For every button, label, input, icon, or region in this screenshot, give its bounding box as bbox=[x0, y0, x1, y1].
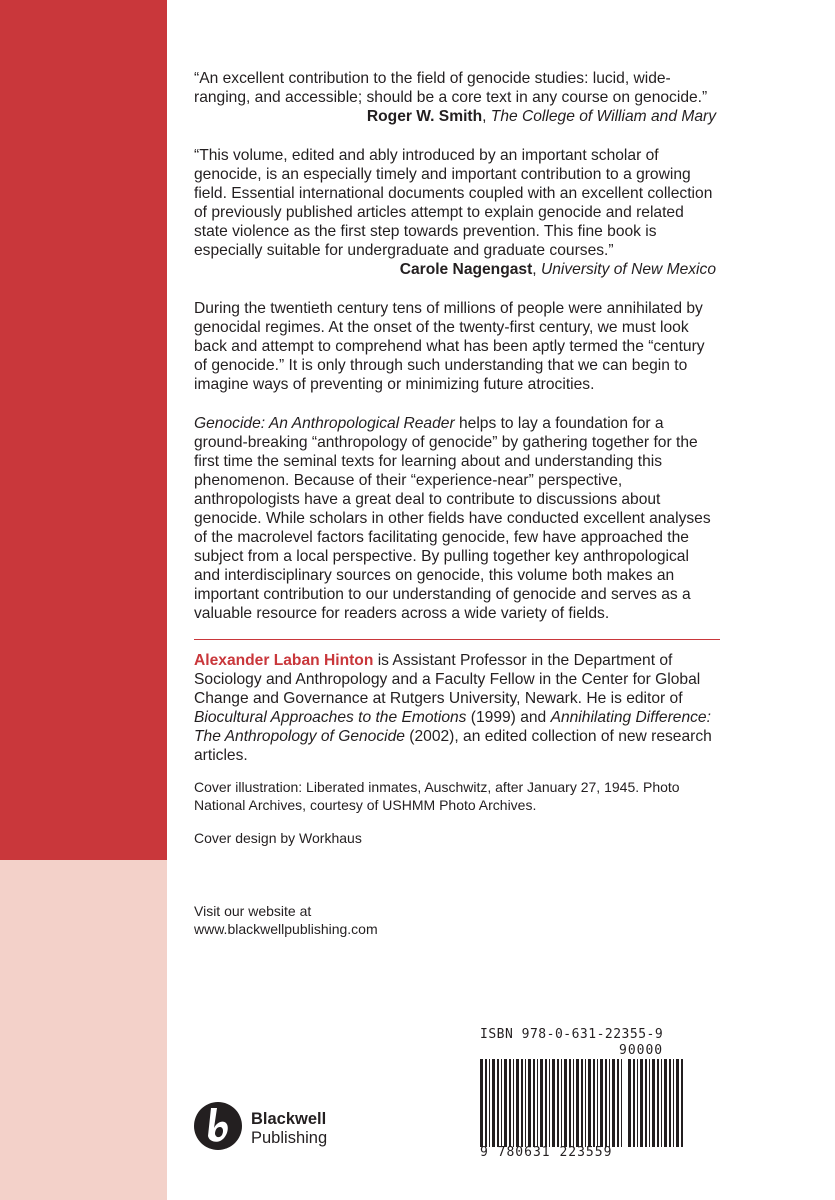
spine-red-band bbox=[0, 0, 167, 860]
cover-illustration-credit: Cover illustration: Liberated inmates, Auschwitz, after January 27, 1945. Photo National Archives, courtesy of USHMM Photo Archives. bbox=[194, 779, 680, 813]
website-note bbox=[194, 902, 494, 938]
author-bio bbox=[194, 651, 716, 765]
endorser-name: Carole Nagengast bbox=[399, 261, 533, 278]
publisher-name-line1: Blackwell bbox=[251, 1110, 327, 1128]
author-name: Alexander Laban Hinton bbox=[194, 652, 374, 669]
barcode-addon-icon bbox=[628, 1059, 684, 1147]
description-paragraph-2-text: helps to lay a foundation for a ground-breaking “anthropology of genocide” by gathering together for the first time the seminal texts for learning about and understanding this phenomenon. Because of their “experience-near” perspective, anthropologists have a great deal to contribute to discussions about genocide. While scholars in other fields have conducted excellent analyses of the macrolevel factors facilitating genocide, few have approached the subject from a local perspective. By pulling together key anthropological and interdisciplinary sources on genocide, this volume both makes an important contribution to our understanding of genocide and serves as a valuable resource for readers across a wide variety of fields. bbox=[194, 415, 711, 622]
spine-pink-band bbox=[0, 860, 167, 1200]
publisher-name-line2: Publishing bbox=[251, 1129, 328, 1147]
endorser-name: Roger W. Smith bbox=[366, 108, 483, 125]
endorser-affiliation: University of New Mexico bbox=[540, 261, 716, 278]
endorsement-attribution: Carole Nagengast, University of New Mexico bbox=[399, 261, 716, 278]
endorsement-attribution: Roger W. Smith, The College of William and Mary bbox=[366, 108, 716, 125]
barcode-main-icon bbox=[480, 1059, 622, 1147]
author-bio-text: is Assistant Professor in the Department of Sociology and Anthropology and a Faculty Fellow in the Center for Global Change and Governance at Rutgers University, Newark. He is editor of bbox=[194, 652, 701, 707]
section-divider bbox=[194, 639, 720, 640]
author-book-title: Biocultural Approaches to the Emotions bbox=[194, 709, 467, 726]
isbn-barcode bbox=[480, 1027, 735, 1167]
endorser-affiliation: The College of William and Mary bbox=[490, 108, 716, 125]
isbn-label: ISBN 978-0-631-22355-9 bbox=[480, 1027, 664, 1042]
author-book-title: Annihilating Difference: The Anthropology of Genocide bbox=[194, 709, 711, 745]
back-cover-text bbox=[194, 69, 716, 848]
author-bio-text: (2002), an edited collection of new research articles. bbox=[194, 728, 712, 764]
description-paragraph-1: During the twentieth century tens of millions of people were annihilated by genocidal regimes. At the onset of the twenty-first century, we must look back and attempt to comprehend what has been aptly termed the “century of genocide.” It is only through such understanding that we can begin to imagine ways of preventing or minimizing future atrocities. bbox=[194, 300, 705, 393]
website-url[interactable]: www.blackwellpublishing.com bbox=[194, 921, 378, 937]
blackwell-b-logo-icon bbox=[193, 1100, 243, 1152]
publisher-name bbox=[251, 1110, 327, 1148]
description-paragraph-2 bbox=[194, 414, 716, 623]
endorsement-quote: “This volume, edited and ably introduced by an important scholar of genocide, is an especially timely and important contribution to a growing field. Essential international documents coupled with an excellent collection of previously published articles attempt to explain genocide and related state violence as the first step towards prevention. This fine book is especially suitable for undergraduate and graduate courses.” bbox=[194, 147, 713, 259]
endorsement-1 bbox=[194, 69, 716, 126]
endorsement-quote: “An excellent contribution to the field of genocide studies: lucid, wide-ranging, and accessible; should be a core text in any course on genocide.” bbox=[194, 70, 708, 106]
website-label: Visit our website at bbox=[194, 903, 312, 919]
book-title: Genocide: An Anthropological Reader bbox=[194, 415, 455, 432]
isbn-addon-number: 90000 bbox=[619, 1043, 664, 1058]
author-bio-text: (1999) and bbox=[466, 709, 551, 726]
ean-number: 9 780631 223559 bbox=[480, 1145, 613, 1160]
cover-design-credit: Cover design by Workhaus bbox=[194, 830, 362, 846]
endorsement-2 bbox=[194, 146, 716, 279]
publisher-logo bbox=[193, 1100, 393, 1160]
